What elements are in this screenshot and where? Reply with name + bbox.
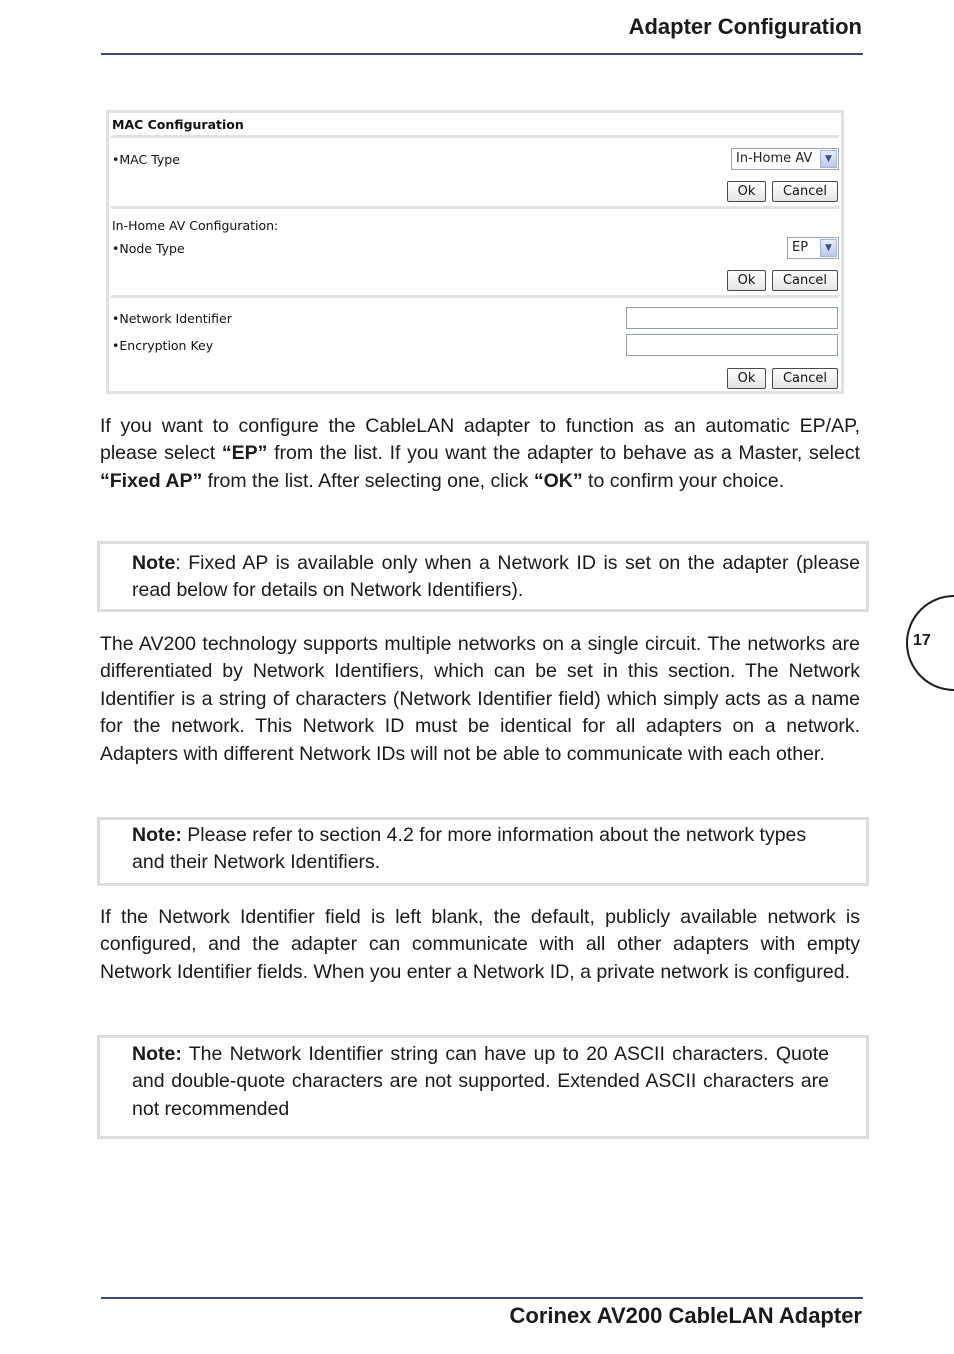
panel-heading: MAC Configuration	[112, 117, 244, 132]
page-number: 17	[913, 632, 931, 649]
network-identifier-input[interactable]	[626, 307, 838, 329]
mac-type-value: In-Home AV	[736, 151, 813, 166]
note-label: Note:	[132, 1043, 182, 1065]
encryption-key-label: •Encryption Key	[112, 338, 214, 353]
node-type-label: •Node Type	[112, 241, 185, 256]
node-type-select[interactable]	[787, 237, 839, 259]
page-footer-title: Corinex AV200 CableLAN Adapter	[509, 1303, 862, 1328]
note-section-reference	[132, 822, 829, 877]
mac-type-cancel-button[interactable]: Cancel	[772, 181, 838, 202]
para1-bold-ep: “EP”	[221, 442, 268, 465]
network-ok-button[interactable]: Ok	[727, 368, 766, 389]
para1-bold-fixed-ap: “Fixed AP”	[100, 469, 203, 492]
note-identifier-length	[132, 1041, 829, 1123]
mac-type-ok-button[interactable]: Ok	[727, 181, 766, 202]
note-fixed-ap	[132, 550, 860, 605]
paragraph-network-identifiers: The AV200 technology supports multiple networks on a single circuit. The networks are differentiated by Network Identifiers, which can be set in this section. The Network Identifier is a string of characters (Network Identifier field) which simply acts as a name for the network. This Network ID must be identical for all adapters on a network. Adapters with different Network IDs will not be able to communicate with each other.	[100, 633, 860, 765]
note-body: : Fixed AP is available only when a Network ID is set on the adapter (please read below for details on Network Identifiers).	[132, 552, 860, 602]
para1-bold-ok: “OK”	[533, 469, 583, 492]
panel-divider	[111, 295, 839, 298]
para1-text: from the list. If you want the adapter to behave as a Master, select	[267, 442, 860, 465]
page-header-title: Adapter Configuration	[628, 14, 862, 39]
footer-rule	[101, 1297, 863, 1299]
para1-text: to confirm your choice.	[582, 469, 785, 492]
panel-divider	[111, 206, 839, 209]
encryption-key-input[interactable]	[626, 334, 838, 356]
node-type-ok-button[interactable]: Ok	[727, 270, 766, 291]
para1-text: from the list. After selecting one, click	[202, 469, 534, 492]
mac-type-label: •MAC Type	[112, 152, 180, 167]
mac-type-select[interactable]	[731, 148, 839, 170]
mac-configuration-panel	[106, 110, 844, 394]
node-type-cancel-button[interactable]: Cancel	[772, 270, 838, 291]
chevron-down-icon: ▼	[820, 239, 837, 257]
para1-text: If you want to configure the CableLAN adapter to function as an automatic EP/AP, please select	[100, 415, 860, 465]
network-cancel-button[interactable]: Cancel	[772, 368, 838, 389]
network-identifier-label: •Network Identifier	[112, 311, 232, 326]
note-label: Note	[132, 552, 176, 574]
paragraph-blank-identifier: If the Network Identifier field is left blank, the default, publicly available network is configured, and the adapter can communicate with all other adapters with empty Network Identifier fields. When you enter a Network ID, a private network is configured.	[100, 906, 860, 983]
note-label: Note:	[132, 824, 182, 846]
paragraph-ep-ap	[100, 413, 860, 495]
chevron-down-icon: ▼	[820, 150, 837, 168]
inhome-av-heading: In-Home AV Configuration:	[112, 218, 279, 233]
note-body: The Network Identifier string can have up to 20 ASCII characters. Quote and double-quote characters are not supported. Extended ASCII characters are not recommended	[132, 1043, 829, 1120]
panel-divider	[111, 135, 839, 138]
header-rule	[101, 53, 863, 55]
node-type-value: EP	[792, 240, 809, 255]
note-body: Please refer to section 4.2 for more information about the network types and their Network Identifiers.	[132, 824, 807, 874]
